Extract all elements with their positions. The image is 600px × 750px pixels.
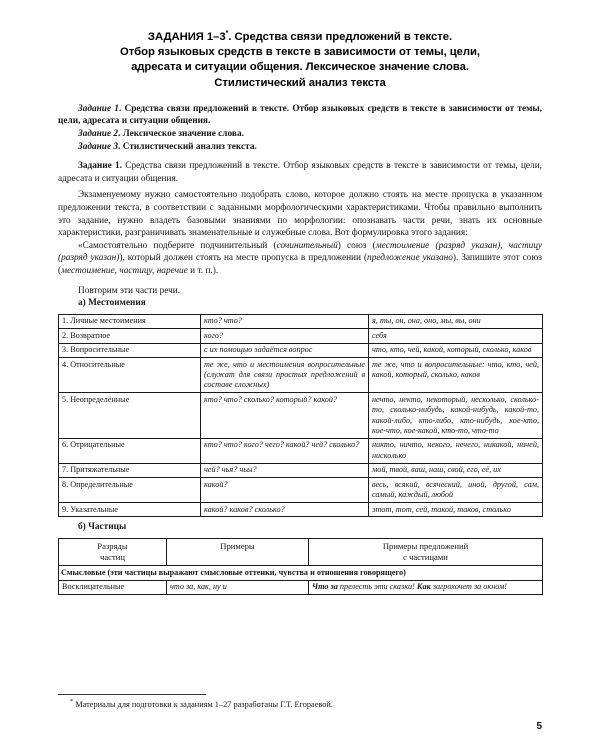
toc-item-2-text: . Лексическое значение слова. <box>118 129 244 139</box>
pronoun-questions: какой? <box>201 478 369 503</box>
pronoun-category: 5. Неопределённые <box>59 393 201 439</box>
pronoun-examples: я, ты, он, она, оно, мы, вы, они <box>369 314 543 328</box>
title-line-2: Отбор языковых средств в тексте в зависимости от темы, цели, <box>119 46 481 59</box>
task-body: Экзаменуемому нужно самостоятельно подобрать слово, которое должно стоять на месте пропуска в указанном предложении текста, в соответствии с заданными морфологическими характеристиками. Чтобы правильно выполнить это задание, нужно владеть базовыми знаниями по морфологии: опознавать части речи, знать их основные характеристики, разграничивать знаменательные и служебные слова. Вот формулировка этого задания: <box>58 190 542 239</box>
footnote-divider <box>58 694 206 695</box>
quote-part-5: и т. п.). <box>187 265 219 276</box>
table-row <box>59 580 543 594</box>
quote-part-1: «Самостоятельно подберите подчинительный ( <box>78 240 277 251</box>
pronoun-category: 6. Отрицательные <box>59 438 201 463</box>
quote-italic-4: местоимение, частицу, наречие <box>61 265 188 276</box>
particles-col3-header <box>309 539 543 566</box>
footnote <box>58 694 542 710</box>
particles-col1-header-line2: частиц <box>100 552 125 563</box>
quote-italic-1: сочинительный <box>276 240 338 251</box>
pronoun-examples: нечто, некто, некоторый, несколько, сколько-то, сколько-нибудь, какой-нибудь, какой-то, какой-либо, кто-либо, кто-нибудь, кое-кто, кое-что, кое-какой, кто-то, что-то <box>369 393 543 439</box>
page-title <box>58 30 542 91</box>
page-number: 5 <box>536 721 542 732</box>
pronoun-examples: никто, ничто, некого, нечего, никакой, ничей, нисколько <box>369 438 543 463</box>
title-line-4: Стилистический анализ текста <box>214 76 386 89</box>
pronoun-questions: кто? что? <box>201 314 369 328</box>
particles-col1-header-line1: Разряды <box>97 541 128 552</box>
pronoun-examples: этот, тот, сей, такой, таков, столько <box>369 503 543 517</box>
table-header-row <box>59 539 543 566</box>
footnote-body: Материалы для подготовки к заданиям 1–27 разработаны Г.Т. Егораевой. <box>73 700 333 709</box>
quote-italic-3: предложение указано <box>367 253 453 264</box>
particle-sentence-bold-1: Что за <box>312 582 338 592</box>
pronoun-examples: весь, всякий, всяческий, иной, другой, сам, самый, каждый, любой <box>369 478 543 503</box>
section-b-heading: б) Частицы <box>78 522 127 533</box>
particle-sentence-text-2: загрохочет за окном! <box>430 582 508 592</box>
toc-item-1-label: Задание 1 <box>78 103 119 114</box>
table-row <box>59 438 543 463</box>
particles-group-label: Смысловые (эти частицы выражают смысловые оттенки, чувства и отношения говорящего) <box>59 566 543 580</box>
toc-item-3-label: Задание 3 <box>78 141 119 152</box>
pronoun-category: 9. Указательные <box>59 503 201 517</box>
table-row <box>59 478 543 503</box>
pronoun-examples: себя <box>369 329 543 343</box>
quote-italic-2: местоимение (разряд указан), частицу (разряд указан) <box>58 240 542 264</box>
pronoun-category: 1. Личные местоимения <box>59 314 201 328</box>
pronoun-examples: мой, твой, ваш, наш, свой, его, её, их <box>369 463 543 477</box>
table-row <box>59 314 543 328</box>
toc-item-1 <box>58 103 542 128</box>
pronoun-category: 3. Вопросительные <box>59 343 201 357</box>
pronoun-category: 8. Определительные <box>59 478 201 503</box>
particle-examples: что за, как, ну и <box>167 580 309 594</box>
quote-part-4: ). Запишите этот союз ( <box>58 253 542 276</box>
pronoun-questions: кто? что? сколько? который? какой? <box>201 393 369 439</box>
toc-item-2-label: Задание 2 <box>78 129 119 139</box>
toc-item-3-text: . Стилистический анализ текста. <box>118 141 257 152</box>
particles-col2-header-line1: Примеры <box>220 541 255 552</box>
pronoun-category: 4. Относительные <box>59 358 201 393</box>
table-row <box>59 463 543 477</box>
pronoun-questions: чей? чья? чьы? <box>201 463 369 477</box>
footnote-text <box>58 699 542 710</box>
particles-col3-header-line2: с частицами <box>403 552 448 563</box>
title-line-1: ЗАДАНИЯ 1–3*. Средства связи предложений в тексте. <box>147 30 453 43</box>
pronoun-questions: с их помощью задаётся вопрос <box>201 343 369 357</box>
pronoun-questions: какой? каков? сколько? <box>201 503 369 517</box>
table-row-group-header <box>59 566 543 580</box>
particles-col2-header <box>167 539 309 566</box>
table-row <box>59 343 543 357</box>
task-title-text: Средства связи предложений в тексте. Отбор языковых средств в тексте в зависимости от темы, цели, адресата и ситуации общения. <box>58 161 542 184</box>
particles-table <box>58 538 543 595</box>
footnote-marker: * <box>70 698 74 706</box>
toc-item-1-text: . Средства связи предложений в тексте. Отбор языковых средств в тексте в зависимости от темы, цели, адресата и ситуации общения. <box>58 103 543 127</box>
quote-part-2: ) союз ( <box>337 240 376 251</box>
task-quote <box>58 240 542 278</box>
pronoun-category: 7. Притяжательные <box>59 463 201 477</box>
title-line-3: адресата и ситуации общения. Лексическое значение слова. <box>131 61 469 74</box>
pronoun-questions: те же, что и местоимения вопросительные (служат для связи простых предложений в составе сложных) <box>201 358 369 393</box>
particles-col1-header <box>59 539 167 566</box>
pronoun-examples: что, кто, чей, какой, который, сколько, каков <box>369 343 543 357</box>
pronouns-table <box>58 314 543 518</box>
task-title <box>58 160 542 185</box>
particles-col3-header-line1: Примеры предложений <box>382 541 469 552</box>
pronoun-questions: кого? <box>201 329 369 343</box>
quote-part-3: ), который должен стоять на месте пропуска в предложении ( <box>119 253 368 264</box>
repeat-line: Повторим эти части речи. <box>78 285 181 296</box>
pronoun-questions: кто? что? кого? чего? какой? чей? сколько? <box>201 438 369 463</box>
particle-sentence-text-1: прелесть эти сказки! <box>337 582 417 592</box>
table-row <box>59 393 543 439</box>
table-row <box>59 358 543 393</box>
section-a-heading: а) Местоимения <box>78 298 146 309</box>
footnote-marker-title: * <box>225 30 229 38</box>
table-row <box>59 503 543 517</box>
particle-sentence <box>309 580 543 594</box>
toc-item-3 <box>58 141 542 154</box>
task-label: Задание 1. <box>78 161 122 172</box>
table-row <box>59 329 543 343</box>
particle-category: Восклицательные <box>59 580 167 594</box>
pronoun-category: 2. Возвратное <box>59 329 201 343</box>
pronoun-examples: те же, что и вопросительные: что, кто, чей, какой, который, сколько, каков <box>369 358 543 393</box>
toc-item-2 <box>58 128 542 141</box>
particle-sentence-bold-2: Как <box>416 582 431 592</box>
